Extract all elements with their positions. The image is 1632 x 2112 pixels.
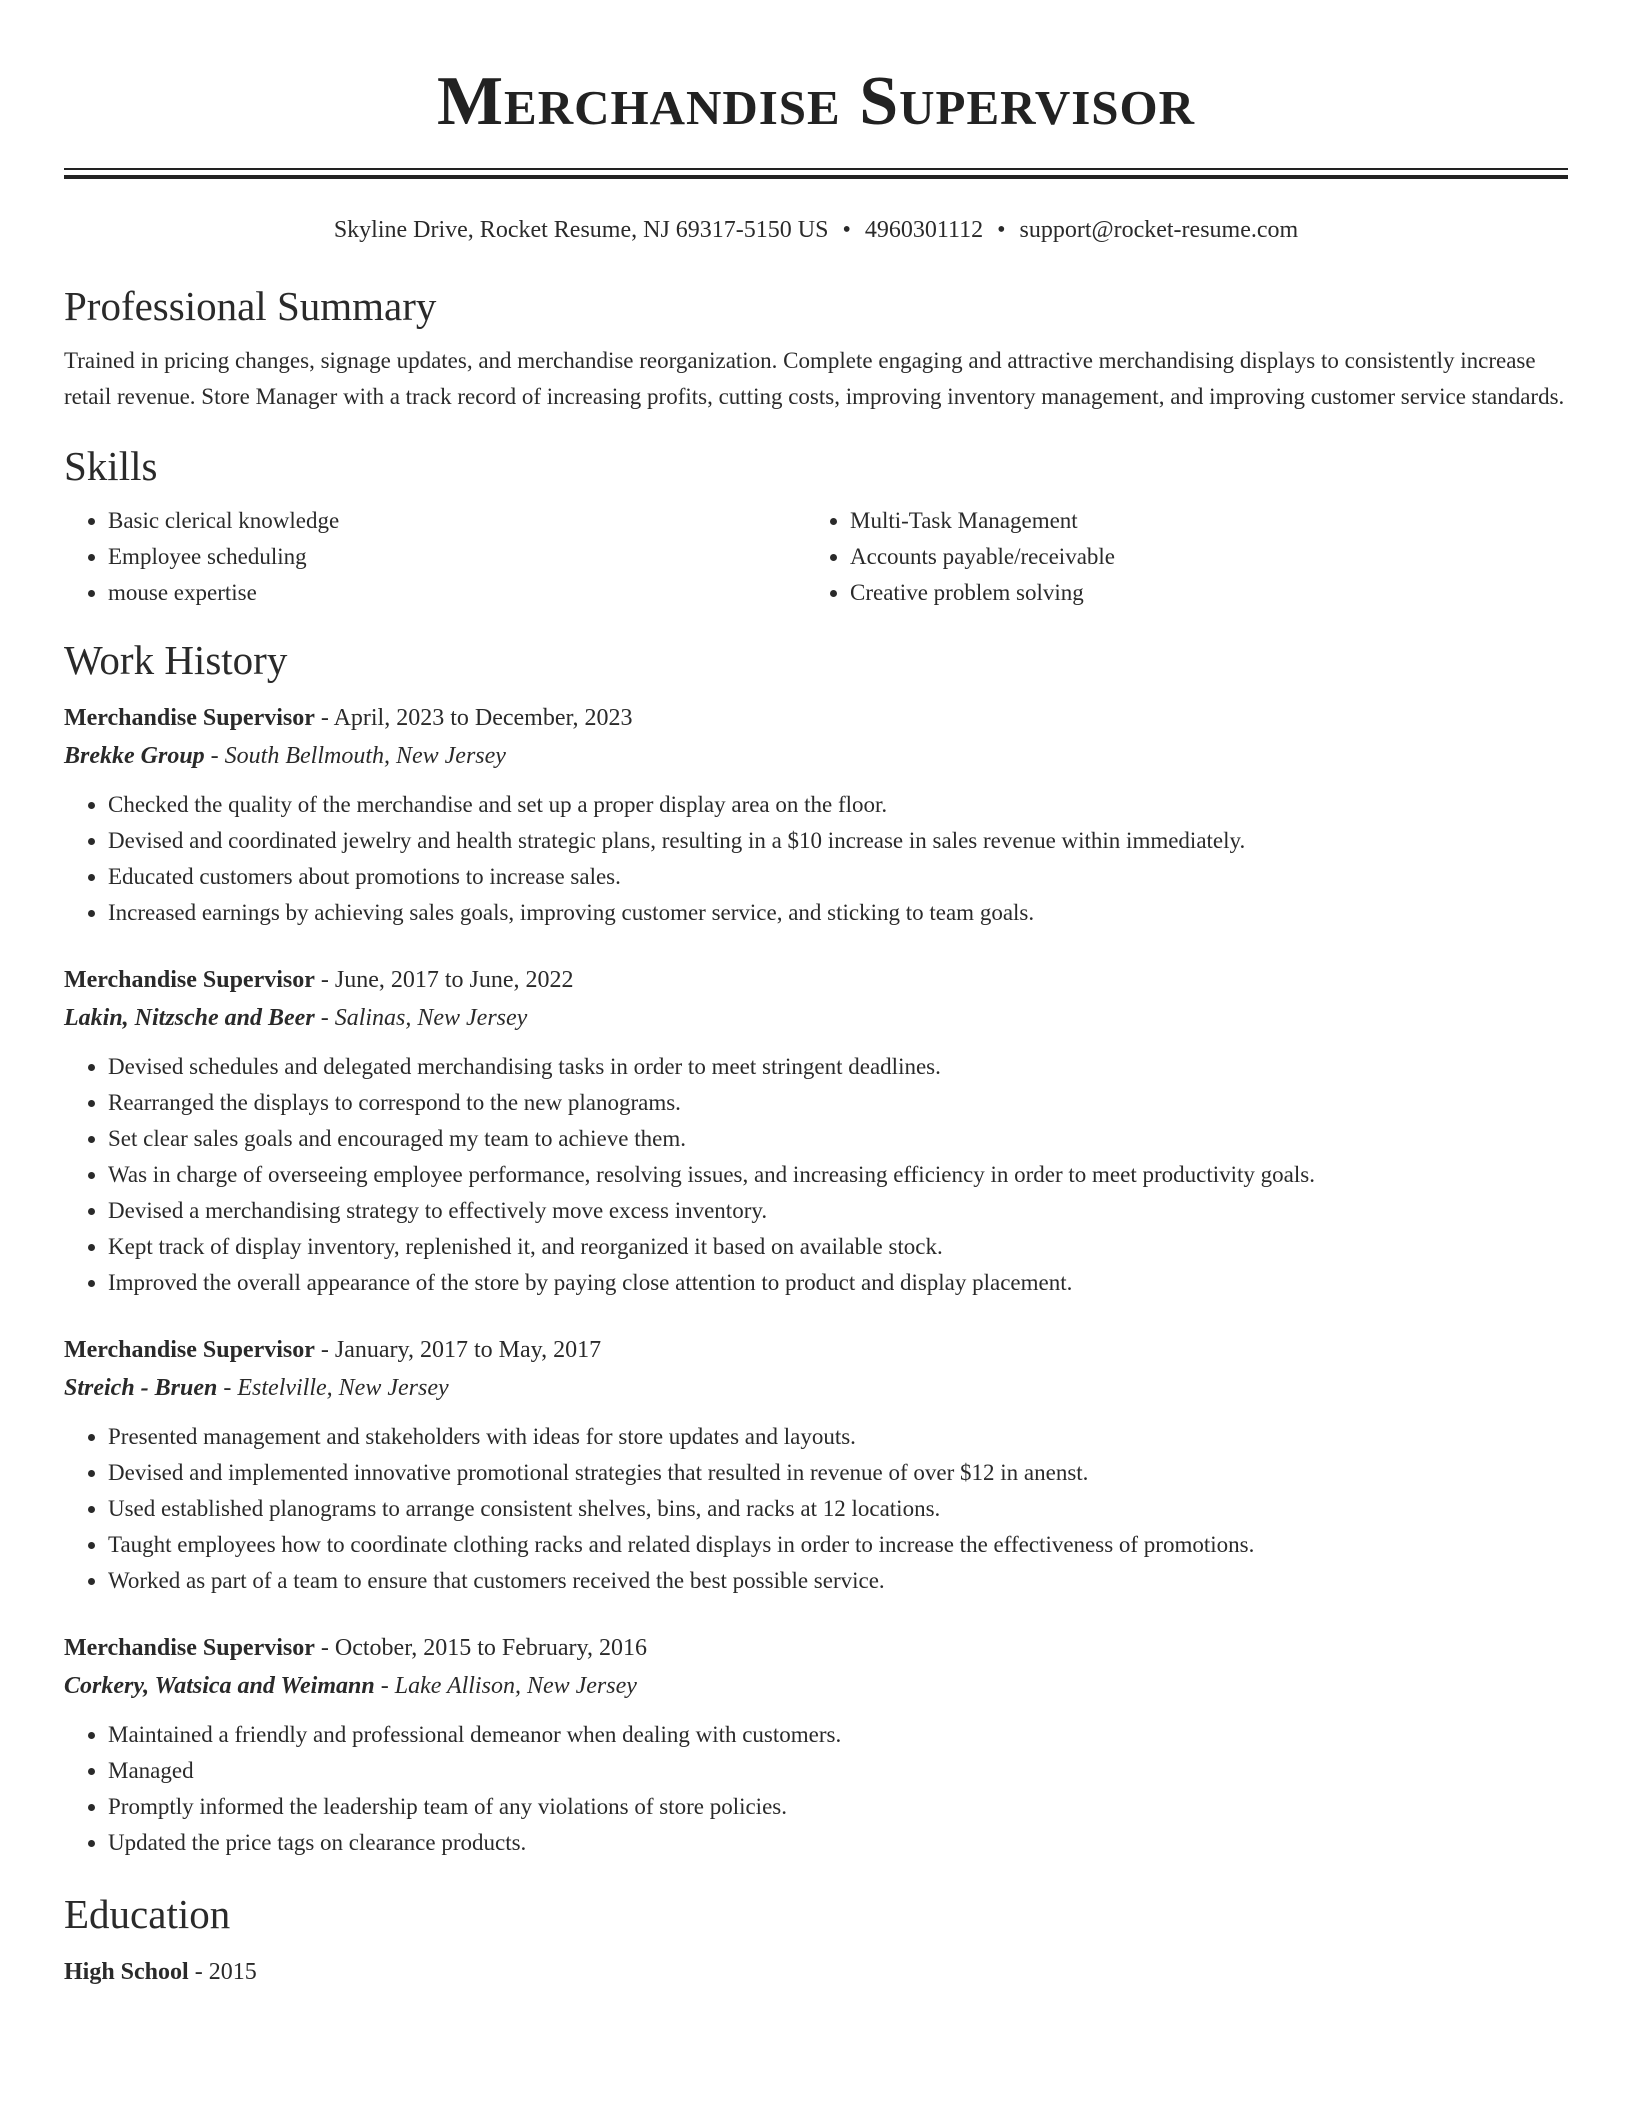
skill-item: • Accounts payable/receivable [850, 539, 1548, 575]
job-bullet: • Worked as part of a team to ensure that customers received the best possible service. [108, 1563, 1568, 1599]
skill-item: • mouse expertise [108, 575, 806, 611]
job-company: Corkery, Watsica and Weimann [64, 1673, 375, 1699]
job-company-line: Corkery, Watsica and Weimann - Lake Allison, New Jersey [64, 1673, 637, 1699]
education-heading: Education [64, 1891, 231, 1937]
skill-item: • Employee scheduling [108, 539, 806, 575]
job-bullet: • Devised and coordinated jewelry and health strategic plans, resulting in a $10 increase in sales revenue within immediately. [108, 823, 1568, 859]
job-bullet: • Promptly informed the leadership team of any violations of store policies. [108, 1789, 1568, 1825]
job-title-line: Merchandise Supervisor - April, 2023 to December, 2023 [64, 705, 633, 731]
job-dates: January, 2017 to May, 2017 [334, 1337, 602, 1363]
contact-separator: • [997, 217, 1006, 243]
job-bullet: • Improved the overall appearance of the store by paying close attention to product and display placement. [108, 1265, 1568, 1301]
work-history-heading: Work History [64, 637, 288, 683]
skill-item: • Basic clerical knowledge [108, 503, 806, 539]
job-title-line: Merchandise Supervisor - October, 2015 to February, 2016 [64, 1635, 647, 1661]
job-company-line: Streich - Bruen - Estelville, New Jersey [64, 1375, 449, 1401]
job-bullet: • Presented management and stakeholders with ideas for store updates and layouts. [108, 1419, 1568, 1455]
education-year: 2015 [208, 1959, 257, 1985]
job-company: Brekke Group [64, 743, 205, 769]
job-company: Lakin, Nitzsche and Beer [64, 1005, 315, 1031]
job-location: Salinas, New Jersey [334, 1005, 528, 1031]
job-title: Merchandise Supervisor [64, 967, 315, 993]
job-dates: October, 2015 to February, 2016 [334, 1635, 647, 1661]
job-company: Streich - Bruen [64, 1375, 218, 1401]
education-entry: High School - 2015 [64, 1959, 257, 1985]
job-bullet: • Maintained a friendly and professional demeanor when dealing with customers. [108, 1717, 1568, 1753]
skills-section [64, 441, 1568, 611]
job-entry [64, 1331, 1568, 1599]
job-bullet: • Set clear sales goals and encouraged my team to achieve them. [108, 1121, 1568, 1157]
skill-item: • Multi-Task Management [850, 503, 1548, 539]
job-bullets [64, 1049, 1568, 1301]
job-dates: June, 2017 to June, 2022 [334, 967, 574, 993]
summary-heading: Professional Summary [64, 283, 437, 329]
job-bullet: • Taught employees how to coordinate clothing racks and related displays in order to increase the effectiveness of promotions. [108, 1527, 1568, 1563]
education-section [64, 1889, 1568, 1991]
job-bullet: • Checked the quality of the merchandise and set up a proper display area on the floor. [108, 787, 1568, 823]
job-title-line: Merchandise Supervisor - June, 2017 to June, 2022 [64, 967, 574, 993]
skills-grid [64, 503, 1568, 611]
job-bullet: • Devised schedules and delegated merchandising tasks in order to meet stringent deadlines. [108, 1049, 1568, 1085]
job-location: South Bellmouth, New Jersey [224, 743, 506, 769]
job-bullet: • Educated customers about promotions to increase sales. [108, 859, 1568, 895]
job-bullet: • Used established planograms to arrange consistent shelves, bins, and racks at 12 locations. [108, 1491, 1568, 1527]
job-bullet: • Devised a merchandising strategy to effectively move excess inventory. [108, 1193, 1568, 1229]
title-divider-thin [64, 168, 1568, 170]
job-title: Merchandise Supervisor [64, 705, 315, 731]
job-location: Estelville, New Jersey [237, 1375, 449, 1401]
contact-phone: 4960301112 [864, 217, 984, 243]
job-bullets [64, 1717, 1568, 1861]
job-location: Lake Allison, New Jersey [394, 1673, 637, 1699]
job-bullet: • Was in charge of overseeing employee performance, resolving issues, and increasing efficiency in order to meet productivity goals. [108, 1157, 1568, 1193]
education-degree: High School [64, 1959, 189, 1985]
job-entry [64, 1629, 1568, 1861]
job-company-line: Brekke Group - South Bellmouth, New Jersey [64, 743, 506, 769]
job-entry [64, 699, 1568, 931]
work-history-section [64, 635, 1568, 1861]
job-bullet: • Kept track of display inventory, replenished it, and reorganized it based on available stock. [108, 1229, 1568, 1265]
skills-heading: Skills [64, 443, 158, 489]
contact-email: support@rocket-resume.com [1019, 217, 1299, 243]
summary-section [64, 281, 1568, 415]
job-bullets [64, 787, 1568, 931]
contact-address: Skyline Drive, Rocket Resume, NJ 69317-5150 US [333, 217, 829, 243]
job-title: Merchandise Supervisor [64, 1337, 315, 1363]
job-company-line: Lakin, Nitzsche and Beer - Salinas, New Jersey [64, 1005, 528, 1031]
job-bullets [64, 1419, 1568, 1599]
job-dates: April, 2023 to December, 2023 [333, 705, 633, 731]
contact-separator: • [842, 217, 851, 243]
skills-right-column [806, 503, 1548, 611]
job-bullet: • Managed [108, 1753, 1568, 1789]
job-bullet: • Increased earnings by achieving sales goals, improving customer service, and sticking to team goals. [108, 895, 1568, 931]
title-divider-thick [64, 175, 1568, 179]
summary-text: Trained in pricing changes, signage updates, and merchandise reorganization. Complete engaging and attractive merchandising displays to consistently increase retail revenue. Store Manager with a track record of increasing profits, cutting costs, improving inventory management, and improving customer service standards. [64, 348, 1565, 409]
resume-title: Merchandise Supervisor [436, 63, 1196, 140]
skill-item: • Creative problem solving [850, 575, 1548, 611]
skills-left-column [64, 503, 806, 611]
job-bullet: • Rearranged the displays to correspond to the new planograms. [108, 1085, 1568, 1121]
job-bullet: • Devised and implemented innovative promotional strategies that resulted in revenue of over $12 in anenst. [108, 1455, 1568, 1491]
job-title: Merchandise Supervisor [64, 1635, 315, 1661]
job-title-line: Merchandise Supervisor - January, 2017 to May, 2017 [64, 1337, 602, 1363]
job-bullet: • Updated the price tags on clearance products. [108, 1825, 1568, 1861]
job-entry [64, 961, 1568, 1301]
contact-line [64, 215, 1568, 245]
